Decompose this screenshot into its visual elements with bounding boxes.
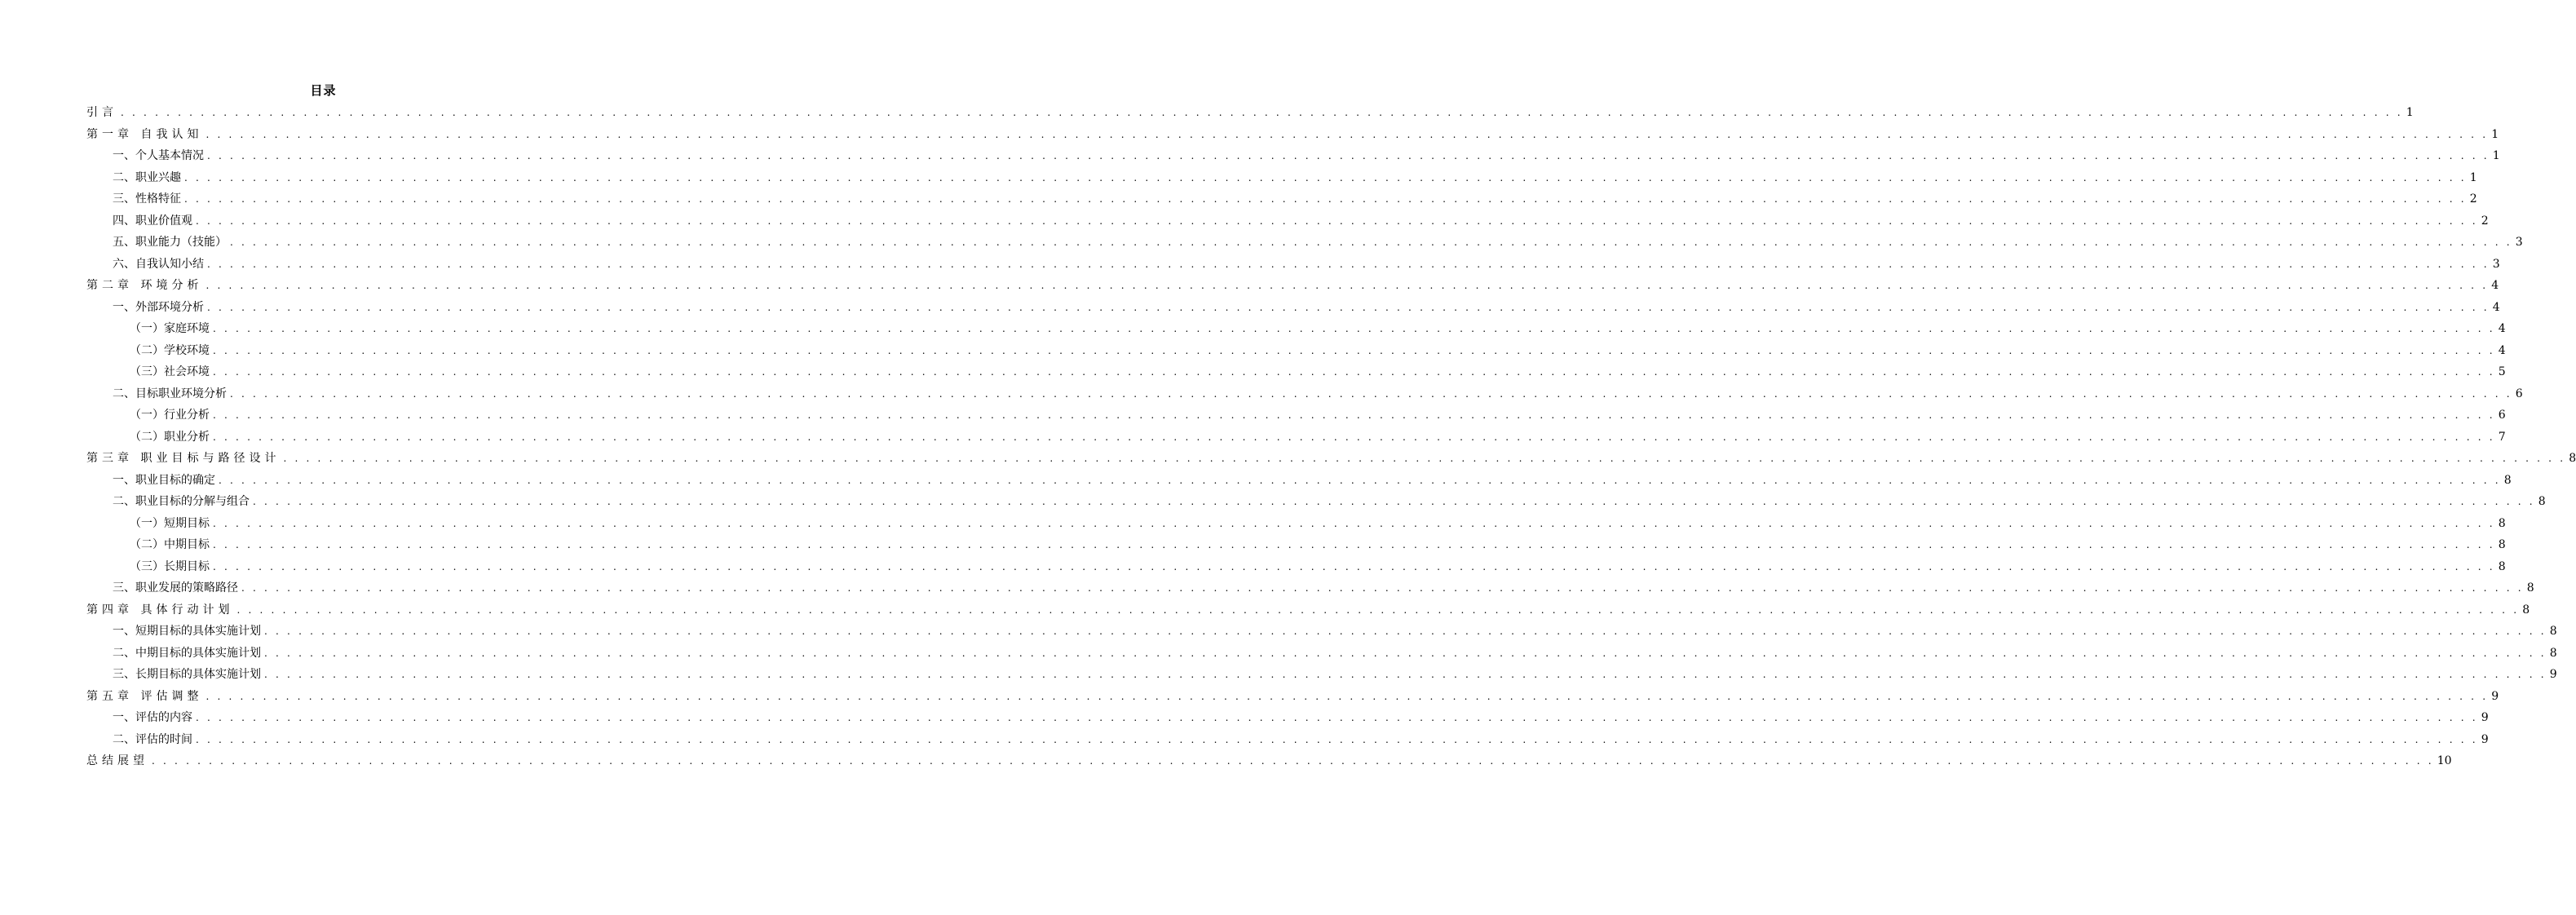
toc-dot-leader: . . . . . . . . . . . . . . . . . . . . . . . . . . . . . . . . . . . . . . . . . . . . . . . . . . . . . . . . . . . . . . . . . . . . . . . . . . . . . . . . . . . . . . . . . . . . . . . . . . . . . . . . . . . . . . . . . . . . . . . . . . . . . . . . . . . . . . . . . . . . . . . . . . . . . . . . . . . . . . . . . . . . . . . . . . . . . . . . . . . . . . . . . . . . . . . . . . . . . . . .: [213, 409, 2495, 421]
toc-entry[interactable]: [86, 361, 2506, 383]
toc-dot-leader: . . . . . . . . . . . . . . . . . . . . . . . . . . . . . . . . . . . . . . . . . . . . . . . . . . . . . . . . . . . . . . . . . . . . . . . . . . . . . . . . . . . . . . . . . . . . . . . . . . . . . . . . . . . . . . . . . . . . . . . . . . . . . . . . . . . . . . . . . . . . . . . . . . . . . . . . . . . . . . . . . . . . . . . . . . . . . . . . . . . . . . . . . . . . . . . . . . . . . . . .: [184, 171, 2467, 183]
toc-dot-leader: . . . . . . . . . . . . . . . . . . . . . . . . . . . . . . . . . . . . . . . . . . . . . . . . . . . . . . . . . . . . . . . . . . . . . . . . . . . . . . . . . . . . . . . . . . . . . . . . . . . . . . . . . . . . . . . . . . . . . . . . . . . . . . . . . . . . . . . . . . . . . . . . . . . . . . . . . . . . . . . . . . . . . . . . . . . . . . . . . . . . . . . . . . . . . . . . . . . . . . . .: [213, 323, 2495, 334]
toc-entry-label: （一）行业分析: [130, 409, 210, 422]
toc-page-number: 4: [2498, 343, 2506, 357]
toc-entry[interactable]: [86, 491, 2546, 513]
toc-dot-leader: . . . . . . . . . . . . . . . . . . . . . . . . . . . . . . . . . . . . . . . . . . . . . . . . . . . . . . . . . . . . . . . . . . . . . . . . . . . . . . . . . . . . . . . . . . . . . . . . . . . . . . . . . . . . . . . . . . . . . . . . . . . . . . . . . . . . . . . . . . . . . . . . . . . . . . . . . . . . . . . . . . . . . . . . . . . . . . . . . . . . . . . . . . . . . . . . . . . . . . . .: [207, 258, 2490, 270]
toc-entry-label: （二）职业分析: [130, 430, 210, 444]
toc-entry[interactable]: [86, 404, 2506, 427]
toc-dot-leader: . . . . . . . . . . . . . . . . . . . . . . . . . . . . . . . . . . . . . . . . . . . . . . . . . . . . . . . . . . . . . . . . . . . . . . . . . . . . . . . . . . . . . . . . . . . . . . . . . . . . . . . . . . . . . . . . . . . . . . . . . . . . . . . . . . . . . . . . . . . . . . . . . . . . . . . . . . . . . . . . . . . . . . . . . . . . . . . . . . . . . . . . . . . . . . . . . . . . . . . .: [196, 214, 2478, 227]
toc-entry[interactable]: [86, 513, 2506, 535]
toc-page-number: 1: [2491, 127, 2499, 141]
toc-entry-label: 一、外部环境分析: [113, 300, 204, 314]
toc-dot-leader: . . . . . . . . . . . . . . . . . . . . . . . . . . . . . . . . . . . . . . . . . . . . . . . . . . . . . . . . . . . . . . . . . . . . . . . . . . . . . . . . . . . . . . . . . . . . . . . . . . . . . . . . . . . . . . . . . . . . . . . . . . . . . . . . . . . . . . . . . . . . . . . . . . . . . . . . . . . . . . . . . . . . . . . . . . . . . . . . . . . . . . . . . . . . . . . . . . . . . . . .: [213, 344, 2495, 356]
toc-entry[interactable]: [86, 470, 2512, 492]
toc-page-number: 4: [2498, 322, 2506, 335]
toc-dot-leader: . . . . . . . . . . . . . . . . . . . . . . . . . . . . . . . . . . . . . . . . . . . . . . . . . . . . . . . . . . . . . . . . . . . . . . . . . . . . . . . . . . . . . . . . . . . . . . . . . . . . . . . . . . . . . . . . . . . . . . . . . . . . . . . . . . . . . . . . . . . . . . . . . . . . . . . . . . . . . . . . . . . . . . . . . . . . . . . . . . . . . . . . . . . . . . . . . . . . . . . .: [264, 625, 2547, 637]
toc-entry-label: 第二章 环境分析: [86, 279, 203, 292]
toc-page-number: 3: [2492, 257, 2500, 271]
toc-page-number: 9: [2549, 668, 2557, 681]
toc-entry[interactable]: [86, 729, 2489, 751]
toc-dot-leader: . . . . . . . . . . . . . . . . . . . . . . . . . . . . . . . . . . . . . . . . . . . . . . . . . . . . . . . . . . . . . . . . . . . . . . . . . . . . . . . . . . . . . . . . . . . . . . . . . . . . . . . . . . . . . . . . . . . . . . . . . . . . . . . . . . . . . . . . . . . . . . . . . . . . . . . . . . . . . . . . . . . . . . . . . . . . . . . . . . . . . . . . . . . . . . . . . . . . . . . .: [230, 236, 2512, 248]
toc-page-number: 6: [2498, 409, 2506, 422]
toc-dot-leader: . . . . . . . . . . . . . . . . . . . . . . . . . . . . . . . . . . . . . . . . . . . . . . . . . . . . . . . . . . . . . . . . . . . . . . . . . . . . . . . . . . . . . . . . . . . . . . . . . . . . . . . . . . . . . . . . . . . . . . . . . . . . . . . . . . . . . . . . . . . . . . . . . . . . . . . . . . . . . . . . . . . . . . . . . . . . . . . . . . . . . . . . . . . . . . . . . . . . . . . .: [207, 301, 2490, 313]
toc-page-number: 7: [2498, 430, 2506, 444]
toc-page-number: 1: [2469, 170, 2477, 184]
toc-page-number: 10: [2437, 754, 2452, 767]
toc-dot-leader: . . . . . . . . . . . . . . . . . . . . . . . . . . . . . . . . . . . . . . . . . . . . . . . . . . . . . . . . . . . . . . . . . . . . . . . . . . . . . . . . . . . . . . . . . . . . . . . . . . . . . . . . . . . . . . . . . . . . . . . . . . . . . . . . . . . . . . . . . . . . . . . . . . . . . . . . . . . . . . . . . . . . . . . . . . . . . . . . . . . . . . . . . . . . . . . . . . . . . . . .: [121, 107, 2403, 118]
toc-entry[interactable]: [86, 556, 2506, 578]
toc-dot-leader: . . . . . . . . . . . . . . . . . . . . . . . . . . . . . . . . . . . . . . . . . . . . . . . . . . . . . . . . . . . . . . . . . . . . . . . . . . . . . . . . . . . . . . . . . . . . . . . . . . . . . . . . . . . . . . . . . . . . . . . . . . . . . . . . . . . . . . . . . . . . . . . . . . . . . . . . . . . . . . . . . . . . . . . . . . . . . . . . . . . . . . . . . . . . . . . . . . . . . . . .: [213, 366, 2495, 378]
toc-entry[interactable]: [86, 102, 2414, 124]
toc-page-number: 8: [2549, 625, 2557, 638]
toc-page-number: 9: [2491, 689, 2499, 703]
toc-page-number: 5: [2498, 365, 2506, 378]
toc-entry[interactable]: [86, 686, 2499, 708]
toc-entry[interactable]: [86, 188, 2477, 210]
toc-entry-label: 一、短期目标的具体实施计划: [113, 625, 261, 638]
toc-entry-label: 二、评估的时间: [113, 732, 192, 746]
toc-entry[interactable]: [86, 340, 2506, 362]
toc-entry-label: 二、中期目标的具体实施计划: [113, 646, 261, 660]
toc-entry-label: 二、职业目标的分解与组合: [113, 495, 250, 508]
toc-page-number: 8: [2503, 473, 2512, 487]
toc-entry-label: （三）社会环境: [130, 365, 210, 378]
toc-page-number: 8: [2526, 581, 2534, 595]
toc-page-number: 8: [2569, 452, 2576, 465]
toc-page-number: 2: [2481, 214, 2489, 228]
toc-entry-label: 第三章 职业目标与路径设计: [86, 452, 281, 465]
toc-page-number: 4: [2492, 300, 2500, 314]
toc-entry[interactable]: [86, 427, 2506, 449]
toc-entry[interactable]: [86, 167, 2477, 189]
toc-page-number: 1: [2492, 149, 2500, 162]
toc-entry[interactable]: [86, 448, 2576, 470]
toc-entry-label: 第四章 具体行动计划: [86, 603, 234, 617]
toc-entry-label: 第五章 评估调整: [86, 689, 203, 703]
toc-entry[interactable]: [86, 577, 2534, 599]
toc-dot-leader: . . . . . . . . . . . . . . . . . . . . . . . . . . . . . . . . . . . . . . . . . . . . . . . . . . . . . . . . . . . . . . . . . . . . . . . . . . . . . . . . . . . . . . . . . . . . . . . . . . . . . . . . . . . . . . . . . . . . . . . . . . . . . . . . . . . . . . . . . . . . . . . . . . . . . . . . . . . . . . . . . . . . . . . . . . . . . . . . . . . . . . . . . . . . . . . . . . . . . . . .: [253, 496, 2535, 507]
toc-entry[interactable]: [86, 275, 2499, 297]
toc-dot-leader: . . . . . . . . . . . . . . . . . . . . . . . . . . . . . . . . . . . . . . . . . . . . . . . . . . . . . . . . . . . . . . . . . . . . . . . . . . . . . . . . . . . . . . . . . . . . . . . . . . . . . . . . . . . . . . . . . . . . . . . . . . . . . . . . . . . . . . . . . . . . . . . . . . . . . . . . . . . . . . . . . . . . . . . . . . . . . . . . . . . . . . . . . . . . . . . . . . . . . . . .: [241, 582, 2524, 594]
toc-entry-label: 五、职业能力（技能）: [113, 236, 227, 249]
toc-title: 目录: [310, 83, 337, 98]
table-of-contents: [86, 102, 2576, 772]
toc-entry-label: 总结展望: [86, 754, 148, 767]
toc-dot-leader: . . . . . . . . . . . . . . . . . . . . . . . . . . . . . . . . . . . . . . . . . . . . . . . . . . . . . . . . . . . . . . . . . . . . . . . . . . . . . . . . . . . . . . . . . . . . . . . . . . . . . . . . . . . . . . . . . . . . . . . . . . . . . . . . . . . . . . . . . . . . . . . . . . . . . . . . . . . . . . . . . . . . . . . . . . . . . . . . . . . . . . . . . . . . . . . . . . . . . . . .: [205, 280, 2489, 291]
toc-dot-leader: . . . . . . . . . . . . . . . . . . . . . . . . . . . . . . . . . . . . . . . . . . . . . . . . . . . . . . . . . . . . . . . . . . . . . . . . . . . . . . . . . . . . . . . . . . . . . . . . . . . . . . . . . . . . . . . . . . . . . . . . . . . . . . . . . . . . . . . . . . . . . . . . . . . . . . . . . . . . . . . . . . . . . . . . . . . . . . . . . . . . . . . . . . . . . . . . . . . . . . . .: [152, 755, 2434, 767]
toc-entry-label: （一）家庭环境: [130, 322, 210, 335]
toc-dot-leader: . . . . . . . . . . . . . . . . . . . . . . . . . . . . . . . . . . . . . . . . . . . . . . . . . . . . . . . . . . . . . . . . . . . . . . . . . . . . . . . . . . . . . . . . . . . . . . . . . . . . . . . . . . . . . . . . . . . . . . . . . . . . . . . . . . . . . . . . . . . . . . . . . . . . . . . . . . . . . . . . . . . . . . . . . . . . . . . . . . . . . . . . . . . . . . . . . . . . . . . .: [236, 603, 2520, 616]
toc-entry[interactable]: [86, 534, 2506, 556]
toc-entry[interactable]: [86, 210, 2489, 232]
toc-entry[interactable]: [86, 621, 2557, 643]
toc-entry[interactable]: [86, 643, 2557, 665]
toc-dot-leader: . . . . . . . . . . . . . . . . . . . . . . . . . . . . . . . . . . . . . . . . . . . . . . . . . . . . . . . . . . . . . . . . . . . . . . . . . . . . . . . . . . . . . . . . . . . . . . . . . . . . . . . . . . . . . . . . . . . . . . . . . . . . . . . . . . . . . . . . . . . . . . . . . . . . . . . . . . . . . . . . . . . . . . . . . . . . . . . . . . . . . . . . . . . . . . . . . . . . . . . .: [184, 193, 2467, 205]
toc-page-number: 9: [2481, 711, 2489, 724]
toc-page-number: 8: [2498, 559, 2506, 573]
toc-page-number: 1: [2406, 106, 2414, 119]
toc-entry-label: （二）中期目标: [130, 538, 210, 551]
toc-dot-leader: . . . . . . . . . . . . . . . . . . . . . . . . . . . . . . . . . . . . . . . . . . . . . . . . . . . . . . . . . . . . . . . . . . . . . . . . . . . . . . . . . . . . . . . . . . . . . . . . . . . . . . . . . . . . . . . . . . . . . . . . . . . . . . . . . . . . . . . . . . . . . . . . . . . . . . . . . . . . . . . . . . . . . . . . . . . . . . . . . . . . . . . . . . . . . . . . . . . . . . . .: [205, 128, 2489, 140]
toc-dot-leader: . . . . . . . . . . . . . . . . . . . . . . . . . . . . . . . . . . . . . . . . . . . . . . . . . . . . . . . . . . . . . . . . . . . . . . . . . . . . . . . . . . . . . . . . . . . . . . . . . . . . . . . . . . . . . . . . . . . . . . . . . . . . . . . . . . . . . . . . . . . . . . . . . . . . . . . . . . . . . . . . . . . . . . . . . . . . . . . . . . . . . . . . . . . . . . . . . . . . . . . .: [213, 431, 2495, 443]
toc-entry-label: 三、长期目标的具体实施计划: [113, 668, 261, 681]
toc-entry-label: 六、自我认知小结: [113, 257, 204, 271]
toc-entry[interactable]: [86, 318, 2506, 340]
toc-entry-label: 四、职业价值观: [113, 214, 192, 228]
toc-entry[interactable]: [86, 599, 2530, 621]
toc-entry[interactable]: [86, 254, 2500, 276]
toc-page-number: 8: [2498, 516, 2506, 530]
toc-entry-label: 一、个人基本情况: [113, 149, 204, 162]
toc-page-number: 4: [2491, 279, 2499, 292]
toc-dot-leader: . . . . . . . . . . . . . . . . . . . . . . . . . . . . . . . . . . . . . . . . . . . . . . . . . . . . . . . . . . . . . . . . . . . . . . . . . . . . . . . . . . . . . . . . . . . . . . . . . . . . . . . . . . . . . . . . . . . . . . . . . . . . . . . . . . . . . . . . . . . . . . . . . . . . . . . . . . . . . . . . . . . . . . . . . . . . . . . . . . . . . . . . . . . . . . . . . . . . . . . .: [264, 647, 2547, 659]
toc-entry[interactable]: [86, 297, 2500, 319]
toc-entry[interactable]: [86, 124, 2499, 146]
toc-dot-leader: . . . . . . . . . . . . . . . . . . . . . . . . . . . . . . . . . . . . . . . . . . . . . . . . . . . . . . . . . . . . . . . . . . . . . . . . . . . . . . . . . . . . . . . . . . . . . . . . . . . . . . . . . . . . . . . . . . . . . . . . . . . . . . . . . . . . . . . . . . . . . . . . . . . . . . . . . . . . . . . . . . . . . . . . . . . . . . . . . . . . . . . . . . . . . . . . . . . . . . . .: [283, 453, 2566, 464]
toc-entry[interactable]: [86, 707, 2489, 729]
toc-dot-leader: . . . . . . . . . . . . . . . . . . . . . . . . . . . . . . . . . . . . . . . . . . . . . . . . . . . . . . . . . . . . . . . . . . . . . . . . . . . . . . . . . . . . . . . . . . . . . . . . . . . . . . . . . . . . . . . . . . . . . . . . . . . . . . . . . . . . . . . . . . . . . . . . . . . . . . . . . . . . . . . . . . . . . . . . . . . . . . . . . . . . . . . . . . . . . . . . . . . . . . . .: [219, 474, 2501, 486]
toc-entry-label: 第一章 自我认知: [86, 127, 203, 141]
toc-page-number: 8: [2498, 538, 2506, 551]
toc-dot-leader: . . . . . . . . . . . . . . . . . . . . . . . . . . . . . . . . . . . . . . . . . . . . . . . . . . . . . . . . . . . . . . . . . . . . . . . . . . . . . . . . . . . . . . . . . . . . . . . . . . . . . . . . . . . . . . . . . . . . . . . . . . . . . . . . . . . . . . . . . . . . . . . . . . . . . . . . . . . . . . . . . . . . . . . . . . . . . . . . . . . . . . . . . . . . . . . . . . . . . . . .: [207, 150, 2490, 161]
toc-entry-label: 三、性格特征: [113, 192, 181, 206]
toc-entry-label: （二）学校环境: [130, 343, 210, 357]
toc-page-number: 9: [2481, 732, 2489, 746]
toc-page-number: 8: [2538, 495, 2546, 508]
toc-page-number: 2: [2469, 192, 2477, 206]
toc-entry-label: 二、目标职业环境分析: [113, 387, 227, 400]
toc-dot-leader: . . . . . . . . . . . . . . . . . . . . . . . . . . . . . . . . . . . . . . . . . . . . . . . . . . . . . . . . . . . . . . . . . . . . . . . . . . . . . . . . . . . . . . . . . . . . . . . . . . . . . . . . . . . . . . . . . . . . . . . . . . . . . . . . . . . . . . . . . . . . . . . . . . . . . . . . . . . . . . . . . . . . . . . . . . . . . . . . . . . . . . . . . . . . . . . . . . . . . . . .: [205, 690, 2489, 702]
toc-entry-label: （三）长期目标: [130, 559, 210, 573]
toc-page-number: 6: [2515, 387, 2523, 400]
toc-entry-label: 引言: [86, 106, 117, 119]
toc-entry[interactable]: [86, 750, 2452, 772]
toc-entry[interactable]: [86, 145, 2500, 167]
toc-entry[interactable]: [86, 232, 2523, 254]
toc-dot-leader: . . . . . . . . . . . . . . . . . . . . . . . . . . . . . . . . . . . . . . . . . . . . . . . . . . . . . . . . . . . . . . . . . . . . . . . . . . . . . . . . . . . . . . . . . . . . . . . . . . . . . . . . . . . . . . . . . . . . . . . . . . . . . . . . . . . . . . . . . . . . . . . . . . . . . . . . . . . . . . . . . . . . . . . . . . . . . . . . . . . . . . . . . . . . . . . . . . . . . . . .: [213, 517, 2495, 529]
toc-entry-label: 一、评估的内容: [113, 711, 192, 724]
toc-page-number: 8: [2522, 603, 2530, 617]
toc-entry-label: 二、职业兴趣: [113, 170, 181, 184]
toc-dot-leader: . . . . . . . . . . . . . . . . . . . . . . . . . . . . . . . . . . . . . . . . . . . . . . . . . . . . . . . . . . . . . . . . . . . . . . . . . . . . . . . . . . . . . . . . . . . . . . . . . . . . . . . . . . . . . . . . . . . . . . . . . . . . . . . . . . . . . . . . . . . . . . . . . . . . . . . . . . . . . . . . . . . . . . . . . . . . . . . . . . . . . . . . . . . . . . . . . . . . . . . .: [196, 733, 2478, 745]
toc-entry-label: 三、职业发展的策略路径: [113, 581, 238, 595]
toc-entry[interactable]: [86, 383, 2523, 405]
toc-entry[interactable]: [86, 664, 2557, 686]
toc-dot-leader: . . . . . . . . . . . . . . . . . . . . . . . . . . . . . . . . . . . . . . . . . . . . . . . . . . . . . . . . . . . . . . . . . . . . . . . . . . . . . . . . . . . . . . . . . . . . . . . . . . . . . . . . . . . . . . . . . . . . . . . . . . . . . . . . . . . . . . . . . . . . . . . . . . . . . . . . . . . . . . . . . . . . . . . . . . . . . . . . . . . . . . . . . . . . . . . . . . . . . . . .: [264, 669, 2547, 680]
toc-dot-leader: . . . . . . . . . . . . . . . . . . . . . . . . . . . . . . . . . . . . . . . . . . . . . . . . . . . . . . . . . . . . . . . . . . . . . . . . . . . . . . . . . . . . . . . . . . . . . . . . . . . . . . . . . . . . . . . . . . . . . . . . . . . . . . . . . . . . . . . . . . . . . . . . . . . . . . . . . . . . . . . . . . . . . . . . . . . . . . . . . . . . . . . . . . . . . . . . . . . . . . . .: [213, 560, 2495, 572]
toc-dot-leader: . . . . . . . . . . . . . . . . . . . . . . . . . . . . . . . . . . . . . . . . . . . . . . . . . . . . . . . . . . . . . . . . . . . . . . . . . . . . . . . . . . . . . . . . . . . . . . . . . . . . . . . . . . . . . . . . . . . . . . . . . . . . . . . . . . . . . . . . . . . . . . . . . . . . . . . . . . . . . . . . . . . . . . . . . . . . . . . . . . . . . . . . . . . . . . . . . . . . . . . .: [230, 387, 2512, 400]
toc-entry-label: （一）短期目标: [130, 516, 210, 530]
toc-dot-leader: . . . . . . . . . . . . . . . . . . . . . . . . . . . . . . . . . . . . . . . . . . . . . . . . . . . . . . . . . . . . . . . . . . . . . . . . . . . . . . . . . . . . . . . . . . . . . . . . . . . . . . . . . . . . . . . . . . . . . . . . . . . . . . . . . . . . . . . . . . . . . . . . . . . . . . . . . . . . . . . . . . . . . . . . . . . . . . . . . . . . . . . . . . . . . . . . . . . . . . . .: [213, 539, 2495, 550]
toc-entry-label: 一、职业目标的确定: [113, 473, 215, 487]
toc-page-number: 3: [2515, 236, 2523, 249]
toc-dot-leader: . . . . . . . . . . . . . . . . . . . . . . . . . . . . . . . . . . . . . . . . . . . . . . . . . . . . . . . . . . . . . . . . . . . . . . . . . . . . . . . . . . . . . . . . . . . . . . . . . . . . . . . . . . . . . . . . . . . . . . . . . . . . . . . . . . . . . . . . . . . . . . . . . . . . . . . . . . . . . . . . . . . . . . . . . . . . . . . . . . . . . . . . . . . . . . . . . . . . . . . .: [196, 712, 2478, 723]
toc-page-number: 8: [2549, 646, 2557, 660]
